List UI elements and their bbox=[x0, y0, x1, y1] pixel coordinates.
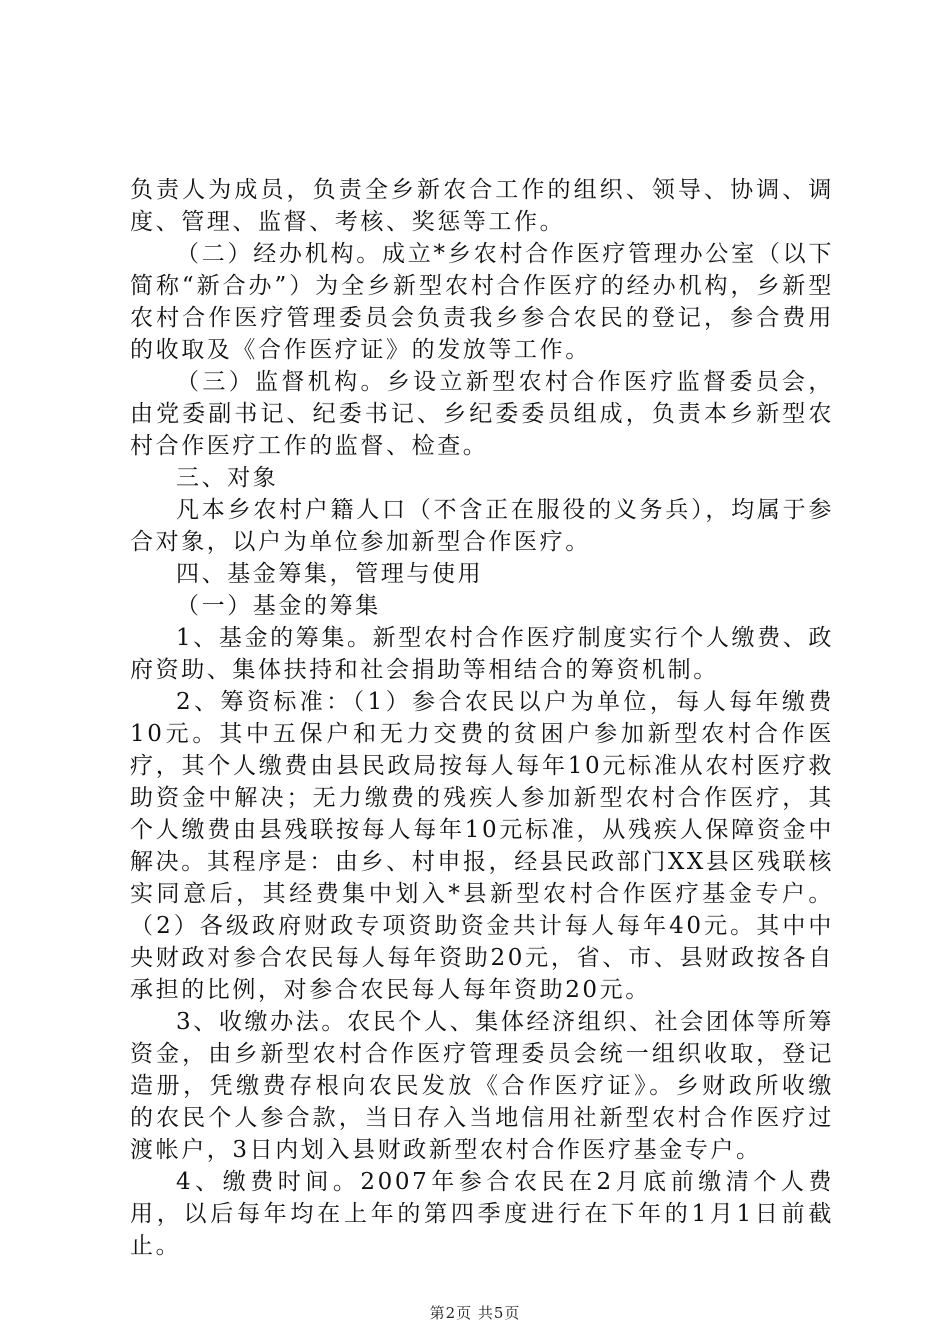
heading-fund: 四、基金筹集，管理与使用 bbox=[176, 561, 484, 587]
paragraph-standard: 2、筹资标准：（1）参合农民以户为单位，每人每年缴费10元。其中五保户和无力交费的贫困户参加新型农村合作医疗，其个人缴费由县民政局按每人每年10元标准从农村医疗救助资金中解决；无力缴费的残疾人参加新型农村合作医疗，其个人缴费由县残联按每人每年10元标准，从残疾人保障资金中解决。其程序是：由乡、村申报，经县民政部门XX县区残联核实同意后，其经费集中划入*县新型农村合作医疗基金专户。（2）各级政府财政专项资助资金共计每人每年40元。其中中央财政对参合农民每人每年资助20元，省、市、县财政按各自承担的比例，对参合农民每人每年资助20元。 bbox=[130, 689, 834, 1003]
heading-target: 三、对象 bbox=[176, 465, 279, 491]
paragraph-agency: （二）经办机构。成立*乡农村合作医疗管理办公室（以下简称“新合办”）为全乡新型农村合作医疗的经办机构，乡新型农村合作医疗管理委员会负责我乡参合农民的登记，参合费用的收取及《合作医疗证》的发放等工作。 bbox=[130, 241, 834, 363]
paragraph-target: 凡本乡农村户籍人口（不含正在服役的义务兵），均属于参合对象，以户为单位参加新型合作医疗。 bbox=[130, 497, 834, 555]
page-number: 第2页 共5页 bbox=[429, 1304, 521, 1322]
paragraph-collection: 3、收缴办法。农民个人、集体经济组织、社会团体等所筹资金，由乡新型农村合作医疗管理委员会统一组织收取，登记造册，凭缴费存根向农民发放《合作医疗证》。乡财政所收缴的农民个人参合款，当日存入当地信用社新型农村合作医疗过渡帐户，3日内划入县财政新型农村合作医疗基金专户。 bbox=[130, 1009, 834, 1163]
document-body bbox=[130, 174, 834, 1262]
subheading-fund-raising: （一）基金的筹集 bbox=[176, 593, 381, 619]
paragraph-members: 负责人为成员，负责全乡新农合工作的组织、领导、协调、调度、管理、监督、考核、奖惩等工作。 bbox=[130, 177, 834, 235]
paragraph-fund-raising: 1、基金的筹集。新型农村合作医疗制度实行个人缴费、政府资助、集体扶持和社会捐助等相结合的筹资机制。 bbox=[130, 625, 834, 683]
paragraph-supervision: （三）监督机构。乡设立新型农村合作医疗监督委员会，由党委副书记、纪委书记、乡纪委委员组成，负责本乡新型农村合作医疗工作的监督、检查。 bbox=[130, 369, 834, 459]
paragraph-payment-time: 4、缴费时间。2007年参合农民在2月底前缴清个人费用，以后每年均在上年的第四季度进行在下年的1月1日前截止。 bbox=[130, 1169, 834, 1259]
